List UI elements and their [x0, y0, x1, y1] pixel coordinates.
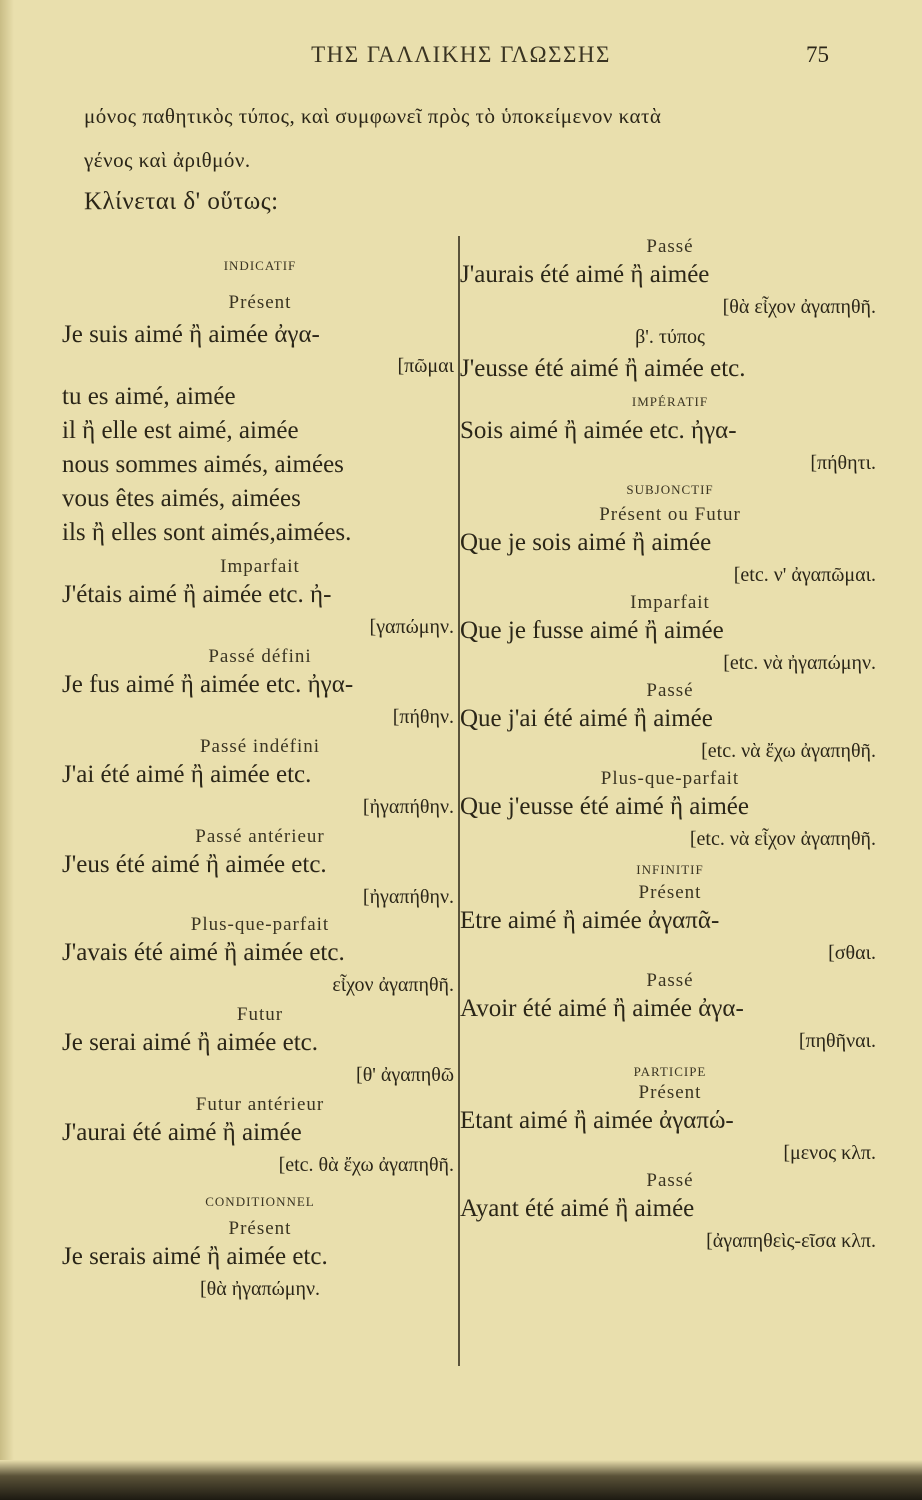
page-bottom-shadow — [0, 1460, 922, 1500]
passe-defini-line: Je fus aimé ἢ aimée etc. ἠγα- — [62, 671, 354, 698]
present-label: Présent — [228, 292, 292, 313]
left-column — [62, 236, 458, 1304]
passe-anterieur-greek: [ἠγαπήθην. — [362, 886, 454, 908]
page-number: 75 — [806, 42, 829, 67]
intro-line-3: Κλίνεται δ' οὕτως: — [84, 188, 279, 215]
part-present-greek: [μενος κλπ. — [783, 1142, 876, 1164]
conditionnel-heading: CONDITIONNEL — [205, 1194, 315, 1209]
passe-greek: [θὰ εἶχον ἀγαπηθῆ. — [722, 296, 876, 318]
intro-line-1: μόνος παθητικὸς τύπος, καὶ συμφωνεῖ πρὸς τὸ ὑποκείμενον κατὰ — [84, 104, 662, 128]
present-line-3: il ἢ elle est aimé, aimée — [62, 417, 299, 444]
passe-indefini-greek: [ἠγαπήθην. — [362, 796, 454, 818]
passe-defini-greek: [πήθην. — [392, 706, 454, 728]
inf-passe-label: Passé — [646, 970, 694, 991]
subj-present-greek: [etc. ν' ἀγαπῶμαι. — [733, 564, 876, 586]
cond-present-label: Présent — [228, 1218, 292, 1239]
present-line-1: Je suis aimé ἢ aimée ἀγα- — [62, 321, 320, 348]
subj-pqp-line: Que j'eusse été aimé ἢ aimée — [460, 793, 749, 820]
subj-imparfait-greek: [etc. νὰ ἠγαπώμην. — [723, 652, 876, 674]
passe-label: Passé — [646, 236, 694, 257]
page-edge-shadow — [0, 0, 14, 1500]
passe-indefini-label: Passé indéfini — [199, 736, 321, 757]
present-line-4: nous sommes aimés, aimées — [62, 451, 344, 478]
subj-passe-greek: [etc. νὰ ἔχω ἀγαπηθῆ. — [701, 740, 876, 762]
present-greek: [πῶμαι — [397, 355, 454, 377]
right-column — [460, 236, 880, 1256]
subj-imparfait-label: Imparfait — [630, 592, 710, 613]
inf-present-label: Présent — [638, 882, 702, 903]
subj-pqp-greek: [etc. νὰ εἶχον ἀγαπηθῆ. — [689, 828, 876, 850]
passe-indefini-line: J'ai été aimé ἢ aimée etc. — [62, 761, 312, 788]
plus-que-parfait-greek: εἶχον ἀγαπηθῆ. — [332, 974, 454, 996]
plus-que-parfait-label: Plus-que-parfait — [190, 914, 330, 935]
futur-anterieur-line: J'aurai été aimé ἢ aimée — [62, 1119, 302, 1146]
infinitif-heading: INFINITIF — [636, 862, 704, 877]
plus-que-parfait-line: J'avais été aimé ἢ aimée etc. — [62, 939, 345, 966]
subj-imparfait-line: Que je fusse aimé ἢ aimée — [460, 617, 724, 644]
running-header: ΤΗΣ ΓΑΛΛΙΚΗΣ ΓΛΩΣΣΗΣ — [311, 42, 611, 67]
part-passe-label: Passé — [646, 1170, 694, 1191]
part-passe-greek: [ἀγαπηθεὶς-εῖσα κλπ. — [706, 1230, 876, 1252]
subjonctif-heading: SUBJONCTIF — [626, 482, 714, 497]
second-type-label: β'. τύπος — [635, 326, 705, 348]
futur-line: Je serai aimé ἢ aimée etc. — [62, 1029, 318, 1056]
futur-label: Futur — [236, 1004, 284, 1025]
subj-passe-label: Passé — [646, 680, 694, 701]
inf-present-line: Etre aimé ἢ aimée ἀγαπᾶ- — [460, 907, 720, 934]
futur-anterieur-label: Futur antérieur — [195, 1094, 325, 1115]
subj-pqp-label: Plus-que-parfait — [600, 768, 740, 789]
futur-anterieur-greek: [etc. θὰ ἔχω ἀγαπηθῆ. — [278, 1154, 454, 1176]
intro-line-2: γένος καὶ ἀριθμόν. — [84, 148, 251, 172]
part-passe-line: Ayant été aimé ἢ aimée — [460, 1195, 695, 1222]
imperatif-greek: [πήθητι. — [810, 452, 876, 474]
futur-greek: [θ' ἀγαπηθῶ — [356, 1064, 454, 1086]
present-line-5: vous êtes aimés, aimées — [62, 485, 301, 512]
indicatif-heading: INDICATIF — [223, 258, 297, 273]
subj-present-label: Présent ou Futur — [599, 504, 741, 525]
part-present-label: Présent — [638, 1082, 702, 1103]
cond-present-greek: [θὰ ἠγαπώμην. — [200, 1278, 320, 1300]
imperatif-line: Sois aimé ἢ aimée etc. ἠγα- — [460, 417, 737, 444]
subj-present-line: Que je sois aimé ἢ aimée — [460, 529, 712, 556]
cond-present-line: Je serais aimé ἢ aimée etc. — [62, 1243, 328, 1270]
imperatif-heading: IMPÉRATIF — [631, 394, 709, 409]
passe-defini-label: Passé défini — [208, 646, 312, 667]
inf-passe-greek: [πηθῆναι. — [798, 1030, 876, 1052]
second-type-line: J'eusse été aimé ἢ aimée etc. — [460, 355, 746, 382]
present-line-6: ils ἢ elles sont aimés,aimées. — [62, 519, 352, 546]
subj-passe-line: Que j'ai été aimé ἢ aimée — [460, 705, 713, 732]
inf-passe-line: Avoir été aimé ἢ aimée ἀγα- — [460, 995, 744, 1022]
passe-anterieur-line: J'eus été aimé ἢ aimée etc. — [62, 851, 327, 878]
passe-anterieur-label: Passé antérieur — [195, 826, 325, 847]
inf-present-greek: [σθαι. — [828, 942, 876, 964]
imparfait-line: J'étais aimé ἢ aimée etc. ἠ- — [62, 581, 332, 608]
imparfait-greek: [γαπώμην. — [369, 616, 454, 638]
part-present-line: Etant aimé ἢ aimée ἀγαπώ- — [460, 1107, 734, 1134]
present-line-2: tu es aimé, aimée — [62, 383, 236, 410]
passe-line: J'aurais été aimé ἢ aimée — [460, 261, 710, 288]
participe-heading: PARTICIPE — [633, 1064, 707, 1079]
imparfait-label: Imparfait — [220, 556, 300, 577]
